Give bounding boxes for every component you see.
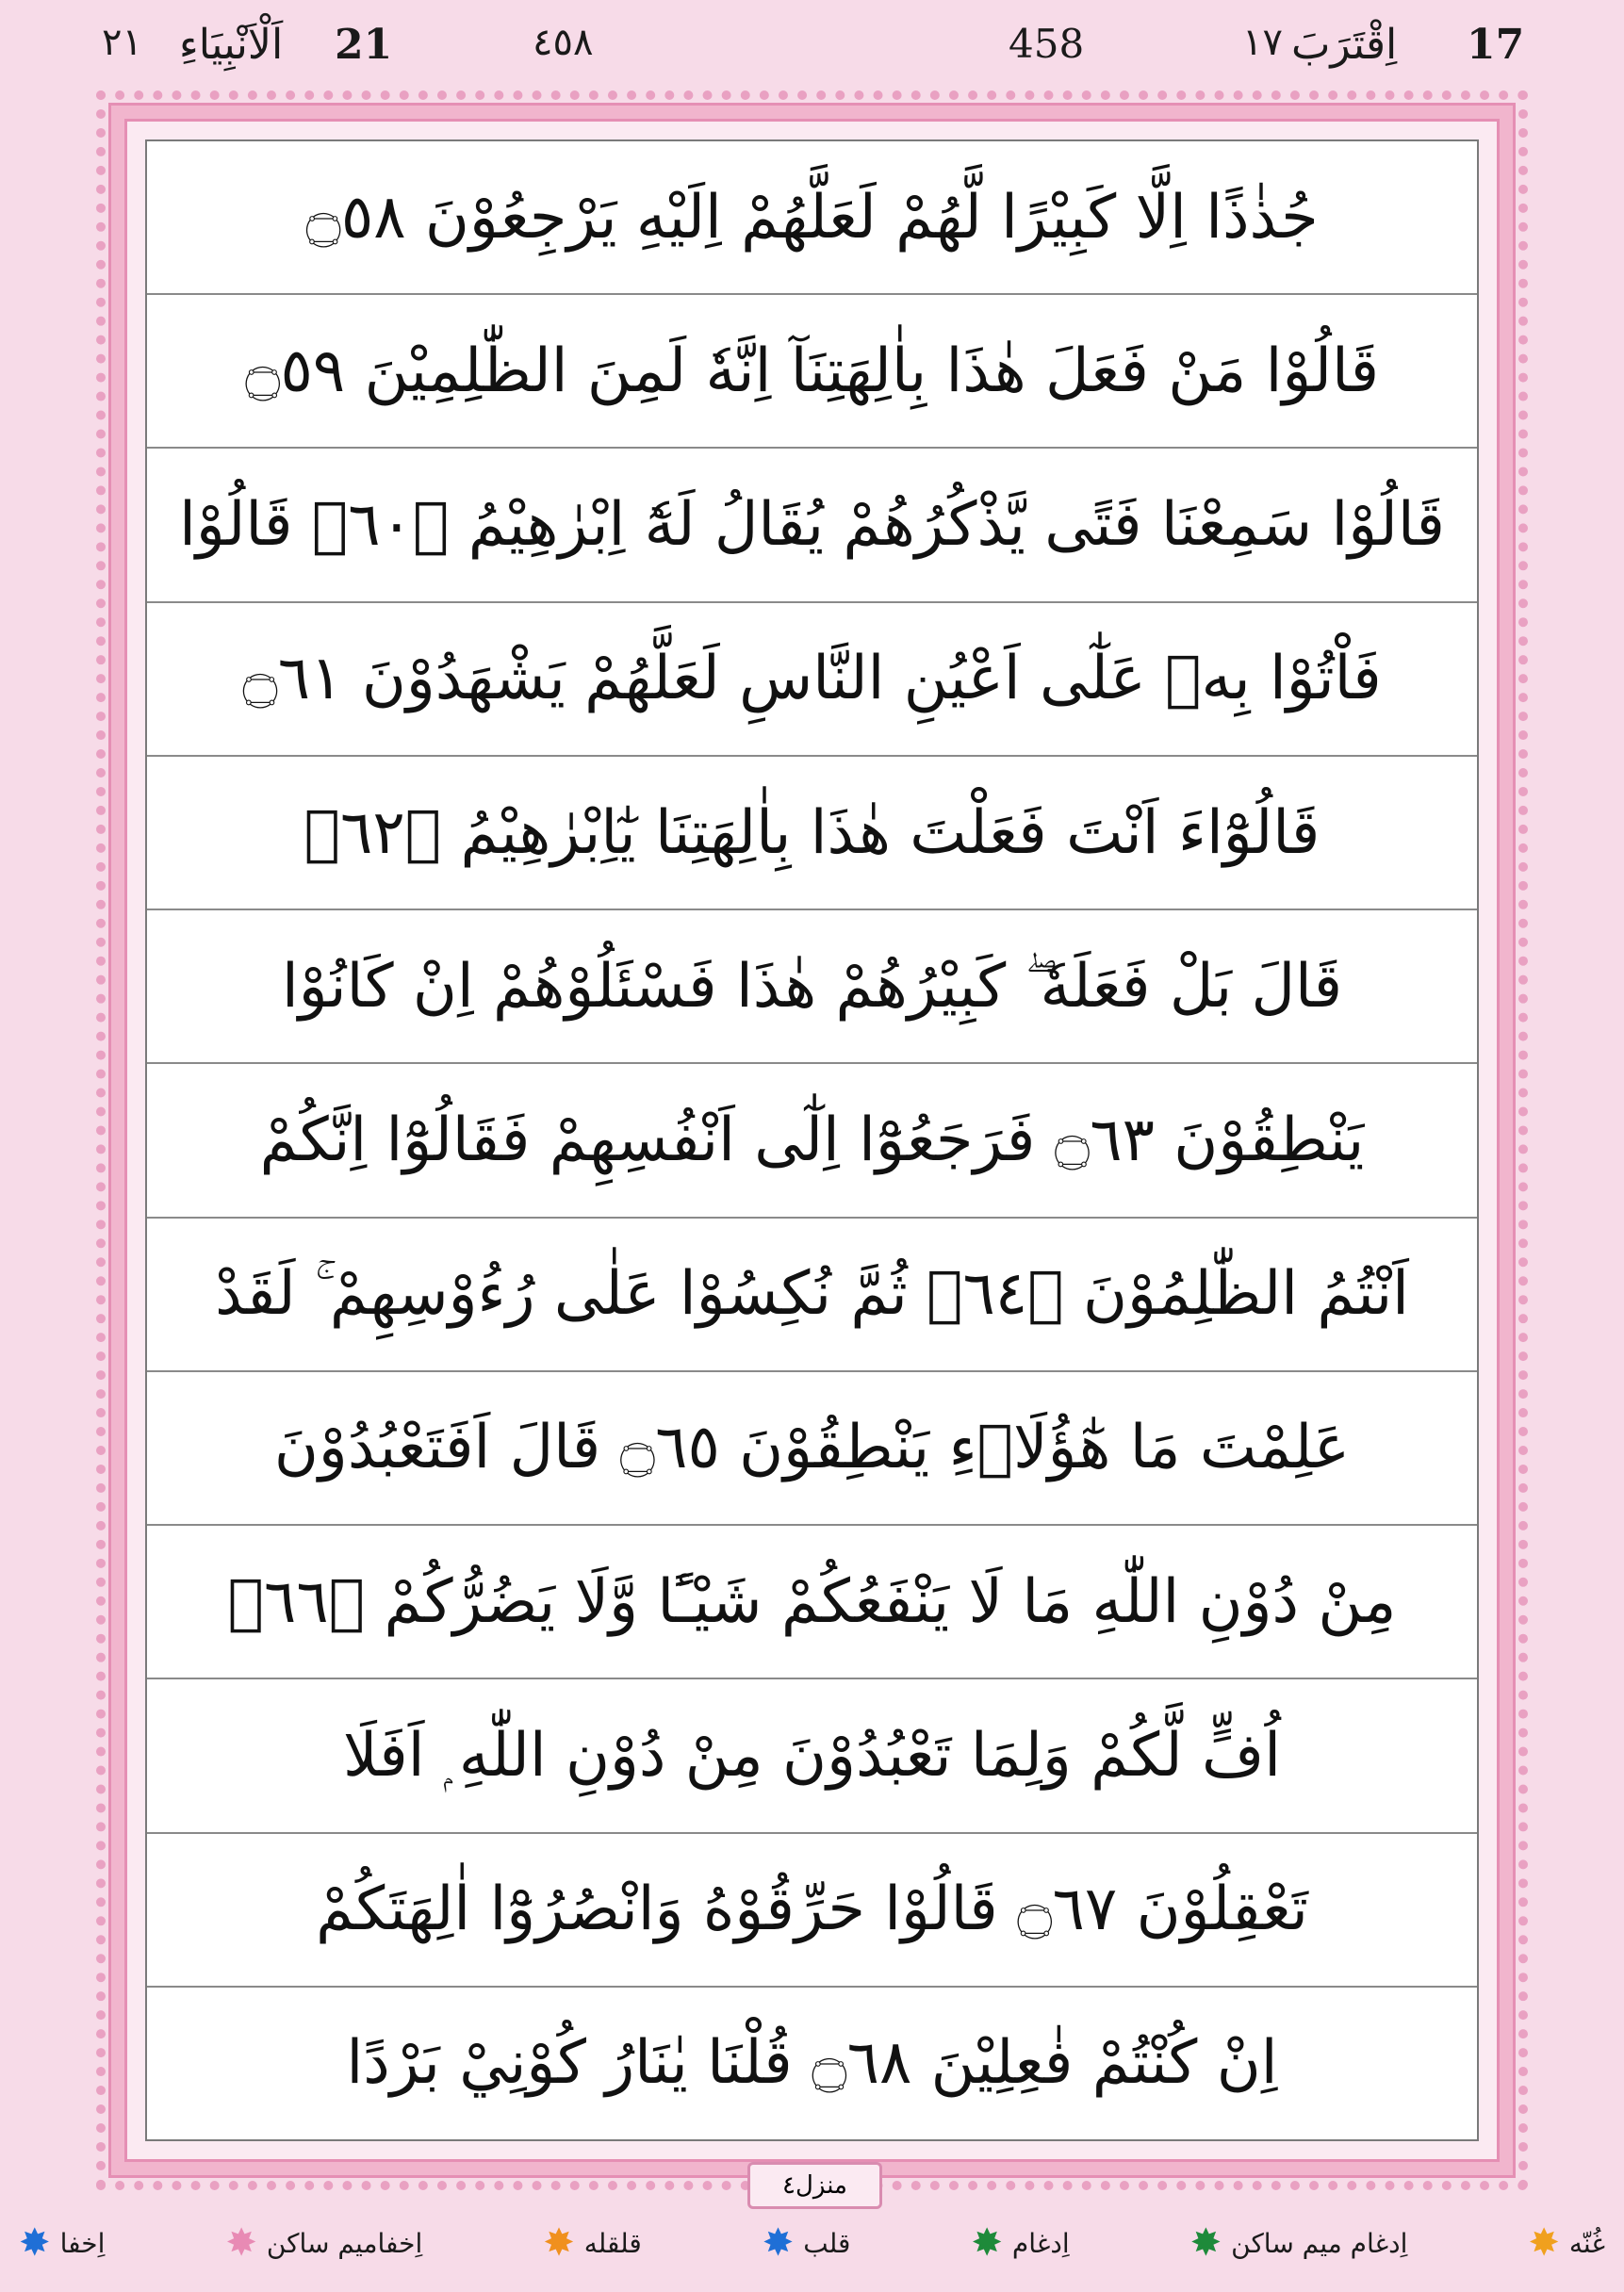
tajweed-legend: [19, 2215, 1605, 2271]
legend-label: اِدغام: [1011, 2227, 1070, 2259]
verse-lines: [145, 139, 1479, 2141]
verse-line: [147, 1988, 1477, 2139]
legend-item: [19, 2221, 106, 2265]
legend-label: قلب: [803, 2227, 851, 2259]
star-icon: ✸: [225, 2221, 257, 2265]
verse-line: [147, 1219, 1477, 1372]
verse-line: [147, 1526, 1477, 1679]
verse-line: [147, 141, 1477, 295]
star-icon: ✸: [543, 2221, 575, 2265]
legend-item: [971, 2221, 1070, 2265]
star-icon: ✸: [1528, 2221, 1560, 2265]
verse-line-text: تَعْقِلُوْنَ ۝٦٧ قَالُوْا حَرِّقُوْهُ وَانْصُرُوْٓا اٰلِهَتَكُمْ: [316, 1875, 1308, 1945]
star-icon: ✸: [762, 2221, 795, 2265]
star-icon: ✸: [19, 2221, 51, 2265]
legend-item: [1189, 2221, 1408, 2265]
juz-number-arabic: ١٧: [1242, 21, 1283, 64]
verse-line-text: قَالُوْا سَمِعْنَا فَتًى يَّذْكُرُهُمْ يُقَالُ لَهٗٓ اِبْرٰهِيْمُ ۝٦٠ۭ قَالُوْا: [179, 490, 1445, 561]
verse-line-text: اُفٍّ لَّكُمْ وَلِمَا تَعْبُدُوْنَ مِنْ دُوْنِ اللّٰهِ ۭ اَفَلَا: [342, 1720, 1282, 1791]
legend-item: [225, 2221, 423, 2265]
verse-line: [147, 1372, 1477, 1526]
surah-name: اَلْاَنْبِيَاءِ: [179, 21, 284, 69]
surah-number: 21: [335, 21, 393, 69]
legend-label: اِدغام میم ساکن: [1231, 2227, 1408, 2259]
page-frame: [111, 106, 1513, 2175]
legend-label: قلقله: [583, 2227, 642, 2259]
star-icon: ✸: [971, 2221, 1003, 2265]
verse-line-text: جُذٰذًا اِلَّا كَبِيْرًا لَّهُمْ لَعَلَّهُمْ اِلَيْهِ يَرْجِعُوْنَ ۝٥٨: [305, 182, 1319, 253]
verse-line: [147, 449, 1477, 602]
verse-line-text: قَالُوْٓاءَ اَنْتَ فَعَلْتَ هٰذَا بِاٰلِهَتِنَا يٰٓاِبْرٰهِيْمُ ۝٦٢ۭ: [303, 797, 1321, 868]
verse-line-text: اَنْتُمُ الظّٰلِمُوْنَ ۝٦٤ۙ ثُمَّ نُكِسُوْا عَلٰى رُءُوْسِهِمْ ۚ لَقَدْ: [215, 1259, 1409, 1330]
verse-line-text: قَالُوْا مَنْ فَعَلَ هٰذَا بِاٰلِهَتِنَآ اِنَّهٗ لَمِنَ الظّٰلِمِيْنَ ۝٥٩: [244, 336, 1380, 406]
star-icon: ✸: [1189, 2221, 1222, 2265]
verse-line-text: قَالَ بَلْ فَعَلَهٗ ۖ كَبِيْرُهُمْ هٰذَا فَسْئَلُوْهُمْ اِنْ كَانُوْا: [281, 951, 1343, 1022]
verse-line: [147, 603, 1477, 757]
verse-line-text: عَلِمْتَ مَا هٰٓؤُلَاۗءِ يَنْطِقُوْنَ ۝٦٥ قَالَ اَفَتَعْبُدُوْنَ: [273, 1413, 1351, 1483]
verse-line-text: يَنْطِقُوْنَ ۝٦٣ فَرَجَعُوْٓا اِلٰٓى اَنْفُسِهِمْ فَقَالُوْٓا اِنَّكُمْ: [259, 1105, 1365, 1176]
legend-item: [543, 2221, 642, 2265]
verse-line: [147, 757, 1477, 910]
legend-label: غُنّه: [1568, 2227, 1605, 2259]
legend-item: [1528, 2221, 1605, 2265]
verse-line: [147, 295, 1477, 449]
juz-name: اِقْتَرَبَ: [1291, 21, 1398, 69]
page-number-arabic: ٤٥٨: [533, 21, 594, 64]
verse-line-text: اِنْ كُنْتُمْ فٰعِلِيْنَ ۝٦٨ قُلْنَا يٰنَارُ كُوْنِيْ بَرْدًا: [346, 2028, 1278, 2099]
legend-label: اِخفا: [59, 2227, 106, 2259]
legend-label: اِخفامیم ساکن: [266, 2227, 423, 2259]
surah-number-arabic: ٢١: [102, 21, 142, 64]
verse-line: [147, 1679, 1477, 1833]
verse-line: [147, 1834, 1477, 1988]
verse-line-text: فَاْتُوْا بِهٖ عَلٰٓى اَعْيُنِ النَّاسِ لَعَلَّهُمْ يَشْهَدُوْنَ ۝٦١: [242, 644, 1382, 714]
manzil-label: منزل٤: [747, 2162, 882, 2209]
page-header: [0, 0, 1624, 90]
page-number: 458: [1009, 21, 1085, 67]
verse-line: [147, 1064, 1477, 1218]
legend-item: [762, 2221, 851, 2265]
juz-number: 17: [1467, 21, 1525, 69]
verse-line: [147, 910, 1477, 1064]
verse-line-text: مِنْ دُوْنِ اللّٰهِ مَا لَا يَنْفَعُكُمْ شَيْـًٔا وَّلَا يَضُرُّكُمْ ۝٦٦ۭ: [227, 1566, 1397, 1637]
